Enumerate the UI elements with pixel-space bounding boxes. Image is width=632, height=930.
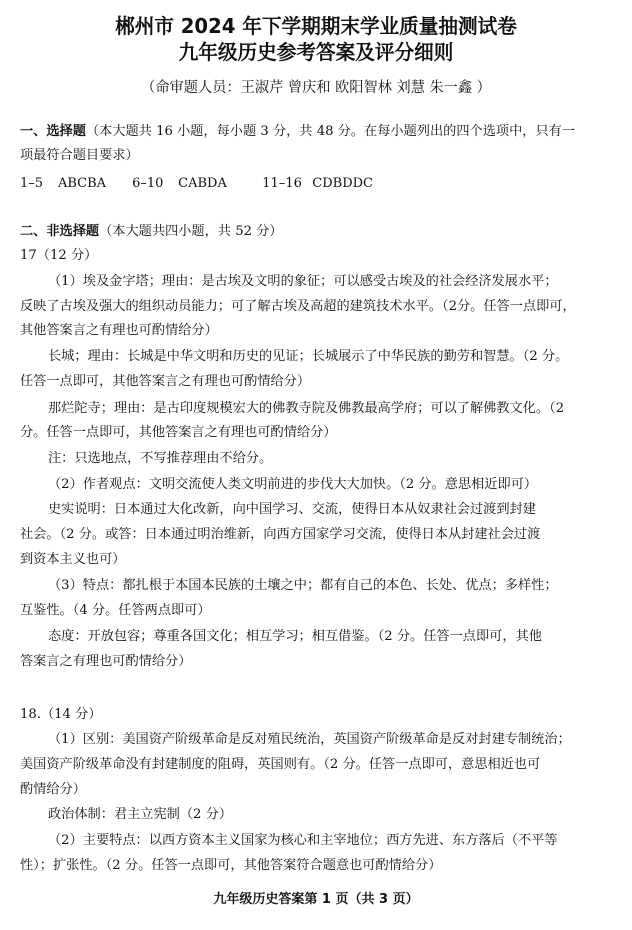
section2-heading: 二、非选择题 xyxy=(20,224,100,239)
q17-line: 其他答案言之有理也可酌情给分） xyxy=(20,323,218,338)
section2-line xyxy=(20,222,283,242)
answer-value-2: CABDA xyxy=(178,176,227,191)
q17-label: 17（12 分） xyxy=(20,248,98,263)
answer-value-3: CDBDDC xyxy=(312,176,373,191)
section1-desc-1: （本大题共 16 小题，每小题 3 分，共 48 分。在每小题列出的四个选项中，只有一 xyxy=(85,124,576,139)
section1-heading: 一、选择题 xyxy=(20,124,86,139)
q17-line: 分。任答一点即可，其他答案言之有理也可酌情给分） xyxy=(20,425,337,440)
q18-line: 酌情给分） xyxy=(20,782,86,797)
q18-label: 18.（14 分） xyxy=(20,707,102,722)
q18-line: （1）区别：美国资产阶级革命是反对殖民统治，英国资产阶级革命是反对封建专制统治； xyxy=(48,732,571,747)
answer-range-3: 11–16 xyxy=(262,176,302,191)
answer-range-1: 1–5 xyxy=(20,176,44,191)
q18-line: 美国资产阶级革命没有封建制度的阻碍，英国则有。（2 分。任答一点即可，意思相近也可 xyxy=(20,757,541,772)
q17-line: 那烂陀寺；理由：是古印度规模宏大的佛教寺院及佛教最高学府；可以了解佛教文化。（2 xyxy=(48,401,565,416)
q18-line: 政治体制：君主立宪制（2 分） xyxy=(48,807,233,822)
q17-line: 史实说明：日本通过大化改新，向中国学习、交流，使得日本从奴隶社会过渡到封建 xyxy=(48,502,536,517)
q17-line: 态度：开放包容；尊重各国文化；相互学习；相互借鉴。（2 分。任答一点即可，其他 xyxy=(48,629,542,644)
q17-line: 任答一点即可，其他答案言之有理也可酌情给分） xyxy=(20,374,311,389)
authors-line: （命审题人员：王淑芹 曾庆和 欧阳智林 刘慧 朱一鑫 ） xyxy=(141,80,491,96)
q17-note: 注：只选地点，不写推荐理由不给分。 xyxy=(48,451,273,466)
q17-line: （2）作者观点：文明交流使人类文明前进的步伐大大加快。（2 分。意思相近即可） xyxy=(48,477,538,492)
q17-line: 社会。（2 分。或答：日本通过明治维新，向西方国家学习交流，使得日本从封建社会过渡 xyxy=(20,527,541,542)
answer-range-2: 6–10 xyxy=(132,176,164,191)
q17-line: 答案言之有理也可酌情给分） xyxy=(20,654,192,669)
q17-line: 到资本主义也可） xyxy=(20,552,126,567)
q17-line: 反映了古埃及强大的组织动员能力；可了解古埃及高超的建筑技术水平。（2分。任答一点即可， xyxy=(20,299,576,314)
answer-value-1: ABCBA xyxy=(58,176,107,191)
q17-line: 互鉴性。（4 分。任答两点即可） xyxy=(20,603,211,618)
q17-line: （3）特点：都扎根于本国本民族的土壤之中；都有自己的本色、长处、优点；多样性； xyxy=(48,578,558,593)
title-line-2: 九年级历史参考答案及评分细则 xyxy=(178,40,454,64)
q18-line: 性）；扩张性。（2 分。任答一点即可，其他答案符合题意也可酌情给分） xyxy=(20,858,442,873)
section2-desc: （本大题共四小题，共 52 分） xyxy=(99,224,283,239)
title-line-1: 郴州市 2024 年下学期期末学业质量抽测试卷 xyxy=(115,14,517,38)
q17-line: 长城；理由：长城是中华文明和历史的见证；长城展示了中华民族的勤劳和智慧。（2 分。 xyxy=(48,349,569,364)
page-footer: 九年级历史答案第 1 页（共 3 页） xyxy=(213,892,419,907)
q18-line: （2）主要特点：以西方资本主义国家为核心和主宰地位；西方先进、东方落后（不平等 xyxy=(48,833,558,848)
choice-answers xyxy=(20,174,373,194)
section1-line-1 xyxy=(20,122,575,142)
q17-line: （1）埃及金字塔；理由：是古埃及文明的象征；可以感受古埃及的社会经济发展水平； xyxy=(48,274,558,289)
section1-desc-2: 项最符合题目要求） xyxy=(20,148,139,163)
